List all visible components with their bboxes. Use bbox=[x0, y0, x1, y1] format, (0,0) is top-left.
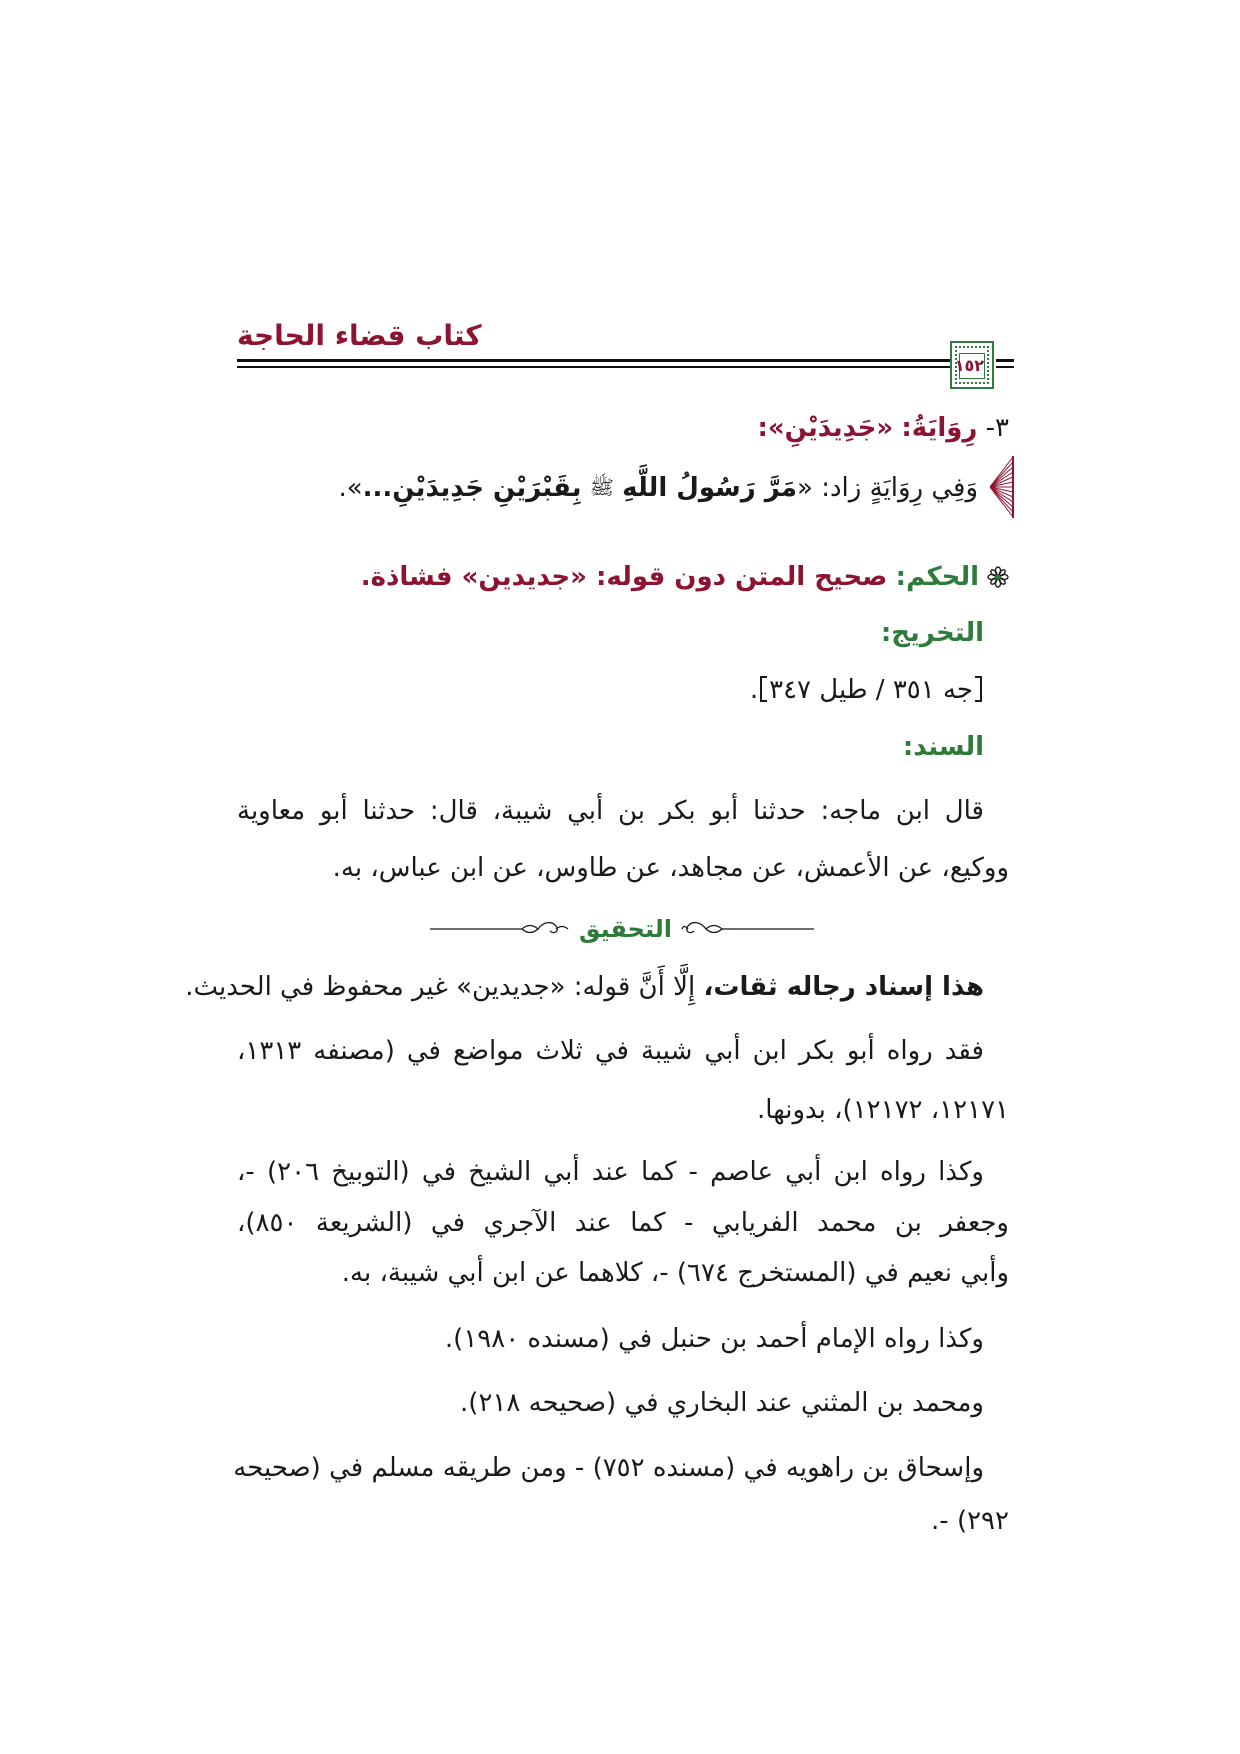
section-heading bbox=[237, 406, 1009, 450]
hukm-text: صحيح المتن دون قوله: «جديدين» فشاذة. bbox=[360, 562, 888, 592]
paragraph-line: وكذا رواه ابن أبي عاصم - كما عند أبي الشيخ في (التوبيخ ٢٠٦) -، bbox=[237, 1157, 984, 1187]
paragraph-line: وكذا رواه الإمام أحمد بن حنبل في (مسنده ١٩٨٠). bbox=[444, 1324, 984, 1354]
riwaya-text-1: مَرَّ رَسُولُ اللَّهِ bbox=[622, 473, 797, 503]
section-label: رِوَايَةُ: bbox=[901, 413, 978, 443]
paragraph-line: ١٢١٧١، ١٢١٧٢)، بدونها. bbox=[757, 1095, 1009, 1125]
paragraph-line: وأبي نعيم في (المستخرج ٦٧٤) -، كلاهما عن ابن أبي شيبة، به. bbox=[341, 1258, 1009, 1288]
bracket-close bbox=[760, 676, 767, 702]
hukm-line bbox=[237, 555, 1009, 599]
riwaya-text-2: بِقَبْرَيْنِ جَدِيدَيْنِ... bbox=[362, 473, 582, 503]
paragraph-line: وجعفر بن محمد الفريابي - كما عند الآجري في (الشريعة ٨٥٠)، bbox=[237, 1208, 1009, 1238]
section-number: ٣- bbox=[985, 413, 1009, 443]
paragraph-line: وإسحاق بن راهويه في (مسنده ٧٥٢) - ومن طريقه مسلم في (صحيحه bbox=[233, 1453, 984, 1483]
takhrij-end: . bbox=[749, 675, 759, 705]
takhrij-heading bbox=[237, 611, 1009, 655]
tahqiq-intro bbox=[185, 965, 1009, 1009]
quote-open: « bbox=[797, 473, 813, 503]
sanad-label: السند: bbox=[902, 732, 984, 762]
running-header-title: كتاب قضاء الحاجة bbox=[237, 319, 482, 352]
header-rule-thick-right bbox=[996, 359, 1014, 362]
page-number-frame bbox=[950, 341, 994, 389]
tahqiq-intro-bold: هذا إسناد رجاله ثقات، bbox=[703, 972, 984, 1002]
takhrij-line bbox=[237, 668, 1009, 712]
header-rule-thin-right bbox=[996, 366, 1014, 368]
header-rule-thick bbox=[237, 359, 950, 362]
sanad-line: ووكيع، عن الأعمش، عن مجاهد، عن طاوس، عن ابن عباس، به. bbox=[332, 853, 1009, 883]
takhrij-label: التخريج: bbox=[880, 618, 984, 648]
tahqiq-label: التحقيق bbox=[578, 915, 673, 943]
paragraph-line: فقد رواه أبو بكر ابن أبي شيبة في ثلاث مواضع في (مصنفه ١٣١٣، bbox=[237, 1036, 984, 1066]
sanad-line: قال ابن ماجه: حدثنا أبو بكر بن أبي شيبة، قال: حدثنا أبو معاوية bbox=[237, 796, 984, 826]
section-term: «جَدِيدَيْنِ»: bbox=[757, 413, 894, 443]
header-rule-thin bbox=[237, 366, 950, 368]
paragraph-line: ٢٩٢) -. bbox=[931, 1506, 1009, 1536]
bracket-open bbox=[975, 676, 982, 702]
sanad-heading bbox=[237, 725, 1009, 769]
salawat-symbol: ﷺ bbox=[589, 475, 614, 499]
takhrij-reference: جه ٣٥١ / طيل ٣٤٧ bbox=[769, 675, 973, 705]
page-number: ١٥٢ bbox=[959, 353, 985, 379]
corner-ornament-icon bbox=[990, 456, 1014, 518]
riwaya-line bbox=[237, 465, 978, 509]
paragraph-line: ومحمد بن المثني عند البخاري في (صحيحه ٢١٨). bbox=[460, 1388, 984, 1418]
riwaya-intro: وَفِي رِوَايَةٍ زاد: bbox=[821, 473, 978, 503]
tahqiq-intro-rest: إِلَّا أَنَّ قوله: «جديدين» غير محفوظ في الحديث. bbox=[185, 972, 696, 1002]
tahqiq-divider bbox=[430, 912, 814, 946]
hukm-label: الحكم: bbox=[895, 562, 979, 592]
flower-icon bbox=[987, 566, 1009, 588]
quote-close: ». bbox=[338, 473, 363, 503]
